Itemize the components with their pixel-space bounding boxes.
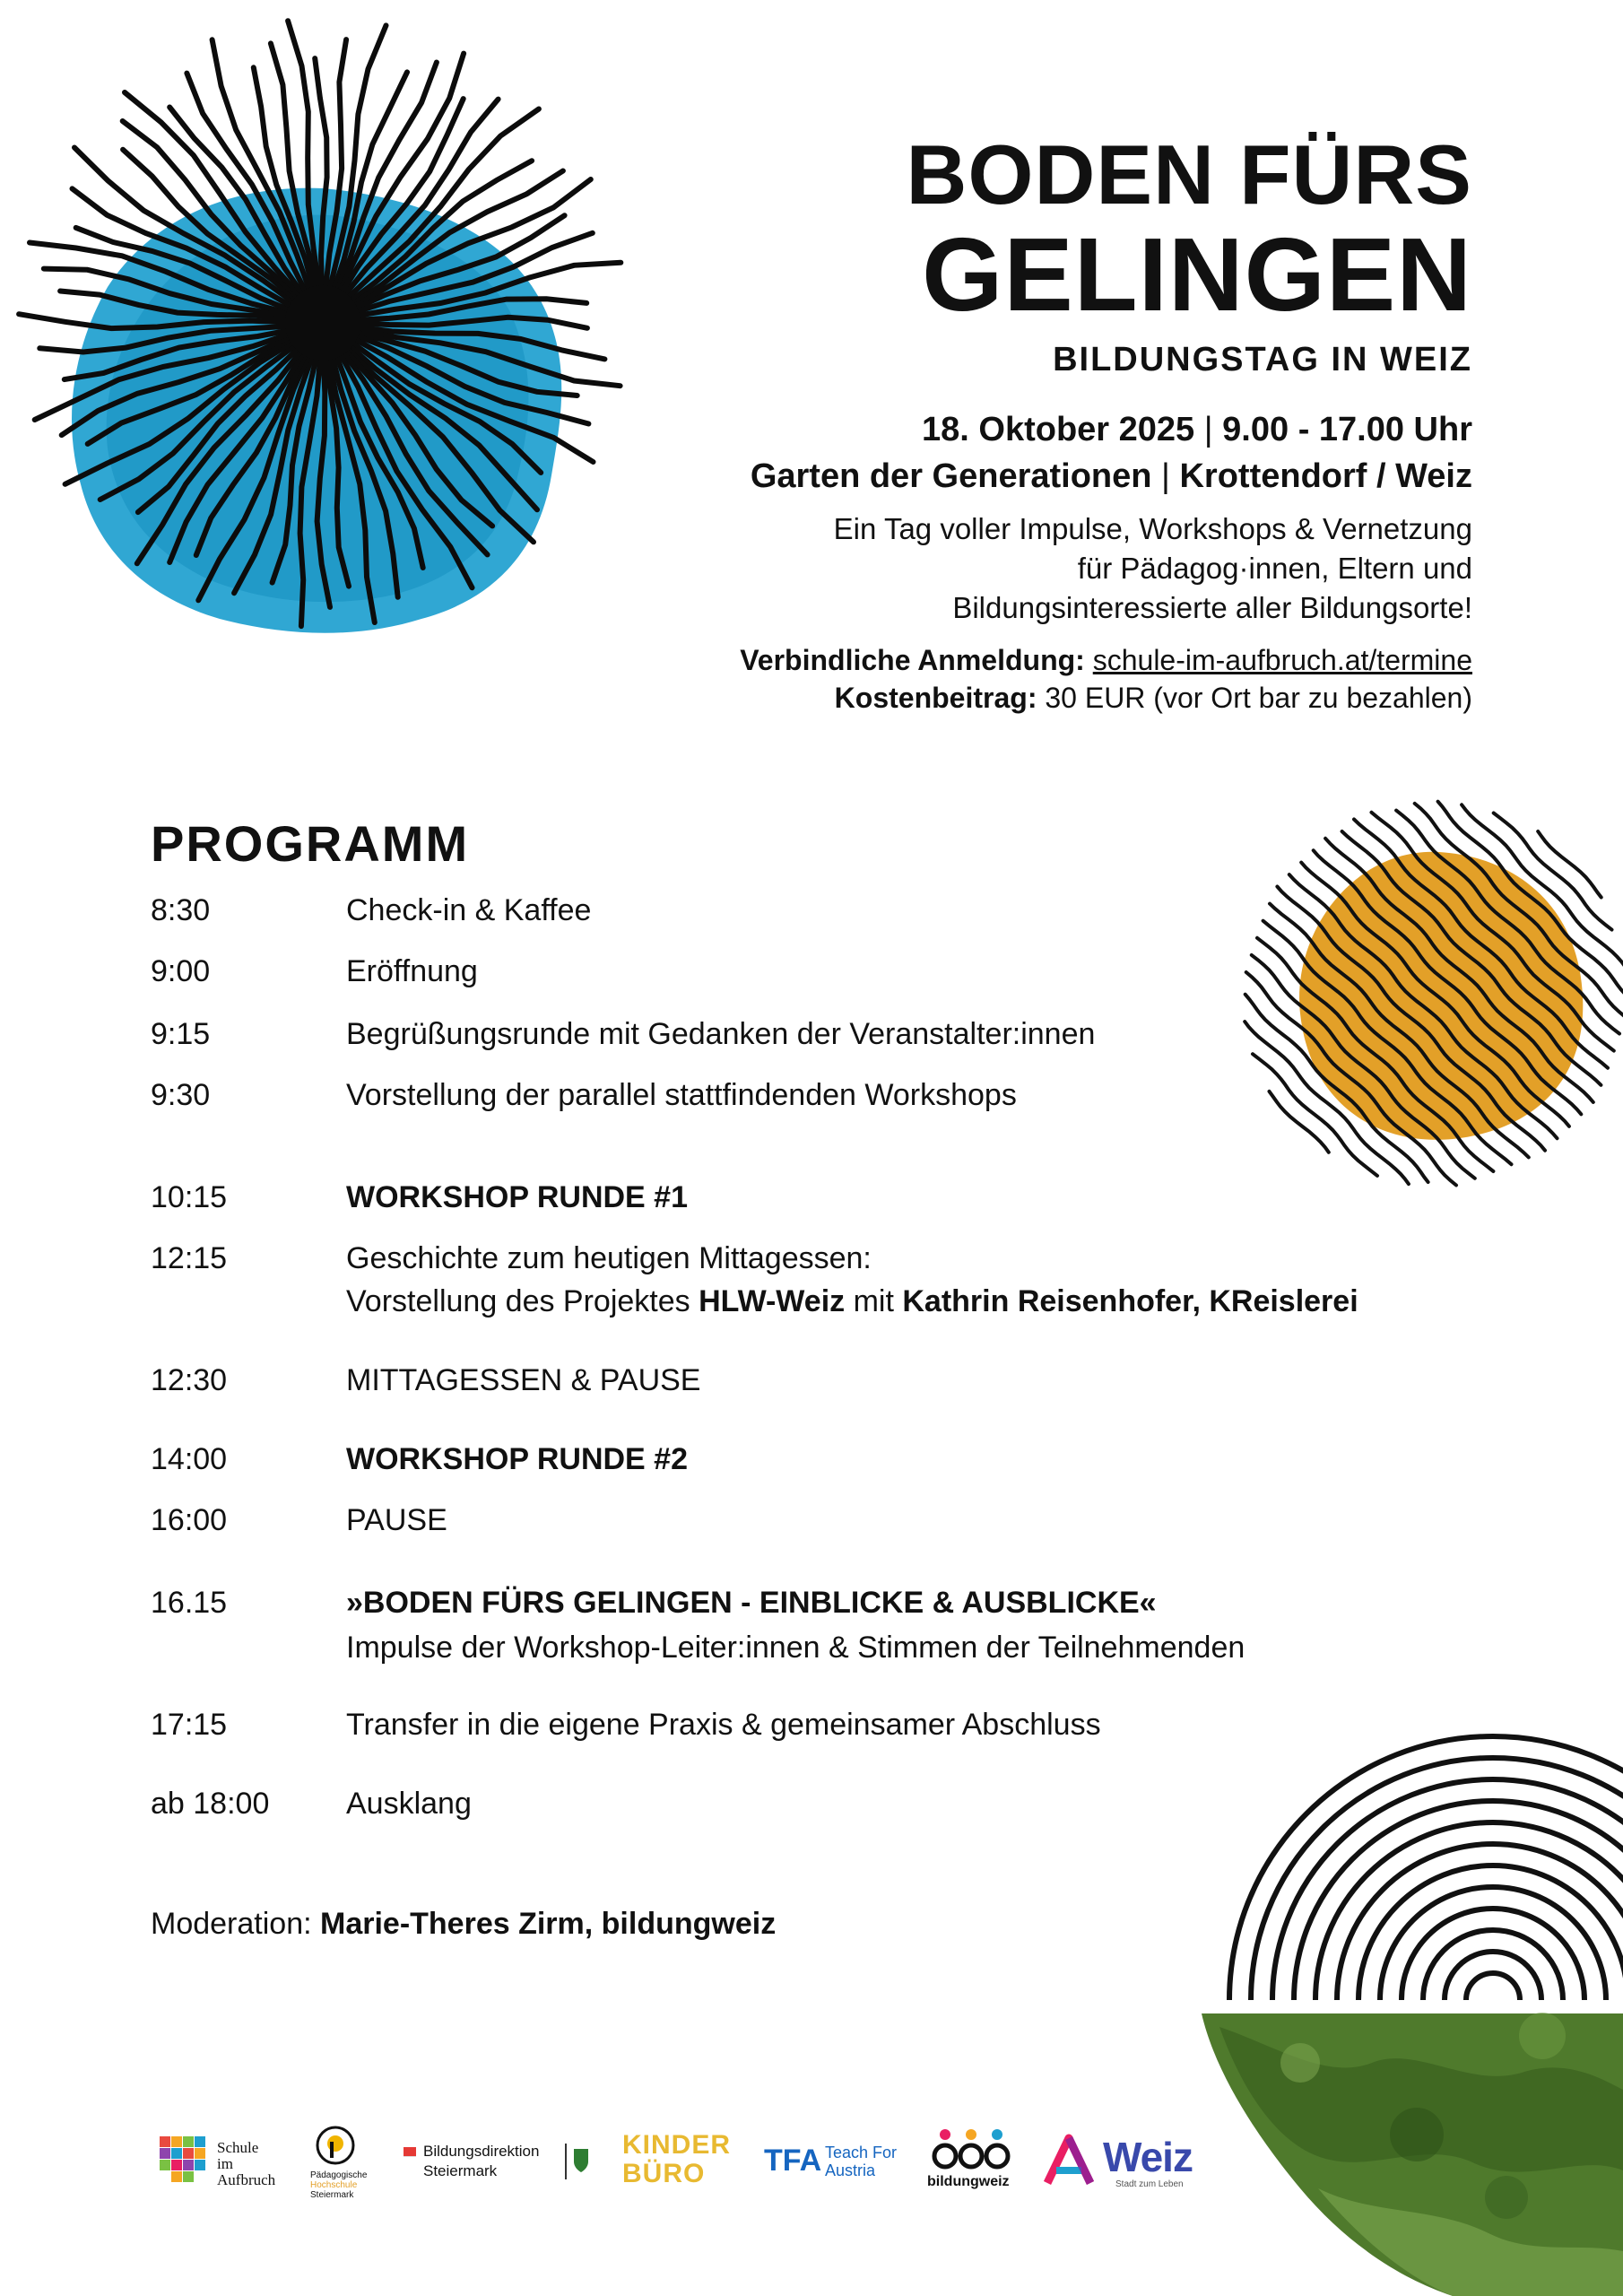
striped-arches-graphic <box>1229 1736 1623 2000</box>
page-title-line2: GELINGEN <box>922 216 1472 333</box>
program-activity: Vorstellung der parallel stattfindenden Workshops <box>346 1078 1017 1112</box>
program-activity: »BODEN FÜRS GELINGEN - EINBLICKE & AUSBLICKE« <box>346 1586 1157 1620</box>
event-venue: Garten der Generationen | Krottendorf / Weiz <box>750 457 1472 495</box>
logo-schule-im-aufbruch: Schule im Aufbruch <box>160 2133 294 2196</box>
moderation-line <box>151 1907 776 1942</box>
program-time: 9:00 <box>151 954 211 988</box>
program-time: 10:15 <box>151 1180 228 1214</box>
program-activity: WORKSHOP RUNDE #2 <box>346 1442 688 1476</box>
logo-ph-steiermark: Pädagogische Hochschule Steiermark <box>310 2124 382 2201</box>
moderation-name: Marie-Theres Zirm, bildungweiz <box>320 1907 777 1941</box>
registration-line <box>740 644 1472 677</box>
blue-sunburst-graphic <box>19 21 621 633</box>
moderation-label: Moderation: <box>151 1907 312 1941</box>
green-earth-graphic <box>1202 2013 1623 2296</box>
logo-weiz: Weiz Stadt zum Leben <box>1040 2129 1202 2194</box>
program-heading: PROGRAMM <box>151 815 470 872</box>
bildungweiz-people-icon <box>931 2127 1011 2172</box>
venue-name: Garten der Generationen <box>750 457 1152 495</box>
ph-circle-icon <box>314 2124 357 2167</box>
coat-of-arms-icon <box>572 2147 590 2174</box>
description-line: für Pädagog·innen, Eltern und <box>1077 552 1472 585</box>
program-time: 8:30 <box>151 893 211 927</box>
registration-link[interactable]: schule-im-aufbruch.at/termine <box>1092 644 1472 676</box>
cost-value: 30 EUR (vor Ort bar zu bezahlen) <box>1045 682 1472 714</box>
logo-bildungsdirektion: Bildungsdirektion Steiermark <box>404 2142 592 2187</box>
program-activity: MITTAGESSEN & PAUSE <box>346 1363 701 1397</box>
program-time: 12:15 <box>151 1241 228 1275</box>
description-line: Ein Tag voller Impulse, Workshops & Vernetzung <box>833 512 1472 545</box>
cost-line <box>835 682 1472 715</box>
program-activity: Geschichte zum heutigen Mittagessen: <box>346 1241 872 1275</box>
program-activity: Eröffnung <box>346 954 478 988</box>
event-date: 18. Oktober 2025 <box>922 411 1195 448</box>
program-activity: Ausklang <box>346 1787 472 1821</box>
sia-mosaic-icon <box>160 2136 210 2187</box>
weiz-a-icon <box>1040 2131 1098 2188</box>
program-activity: PAUSE <box>346 1503 447 1537</box>
program-time: 12:30 <box>151 1363 228 1397</box>
program-time: 16.15 <box>151 1586 228 1620</box>
description-line: Bildungsinteressierte aller Bildungsorte! <box>952 591 1472 624</box>
program-activity: WORKSHOP RUNDE #1 <box>346 1180 688 1214</box>
event-time: 9.00 - 17.00 Uhr <box>1222 411 1472 448</box>
program-time: 14:00 <box>151 1442 228 1476</box>
event-date-time: 18. Oktober 2025 | 9.00 - 17.00 Uhr <box>922 411 1472 448</box>
orange-circle-graphic <box>1245 802 1623 1186</box>
arch-line <box>1466 1973 1520 2000</box>
program-activity: Check-in & Kaffee <box>346 893 592 927</box>
cost-label: Kostenbeitrag: <box>834 682 1037 714</box>
program-activity-detail: Impulse der Workshop-Leiter:innen & Stimmen der Teilnehmenden <box>346 1631 1245 1665</box>
program-activity: Begrüßungsrunde mit Gedanken der Veranstalter:innen <box>346 1017 1096 1051</box>
program-time: 9:30 <box>151 1078 211 1112</box>
program-time: 9:15 <box>151 1017 211 1051</box>
arch-line <box>1380 1887 1606 2000</box>
program-time: 16:00 <box>151 1503 228 1537</box>
venue-place: Krottendorf / Weiz <box>1179 457 1472 495</box>
registration-label: Verbindliche Anmeldung: <box>740 644 1085 676</box>
logo-bildungweiz: bildungweiz <box>927 2127 1017 2194</box>
program-activity-detail: Vorstellung des Projektes HLW-Weiz mit Kathrin Reisenhofer, KReislerei <box>346 1284 1358 1318</box>
program-activity: Transfer in die eigene Praxis & gemeinsamer Abschluss <box>346 1708 1101 1742</box>
logo-kinderbuero: KINDER BÜRO <box>622 2130 732 2188</box>
program-time: ab 18:00 <box>151 1787 270 1821</box>
page-title-line1: BODEN FÜRS <box>906 127 1472 222</box>
program-time: 17:15 <box>151 1708 228 1742</box>
logo-teach-for-austria: TFA Teach For Austria <box>764 2144 898 2179</box>
page-subtitle: BILDUNGSTAG IN WEIZ <box>1053 341 1472 378</box>
